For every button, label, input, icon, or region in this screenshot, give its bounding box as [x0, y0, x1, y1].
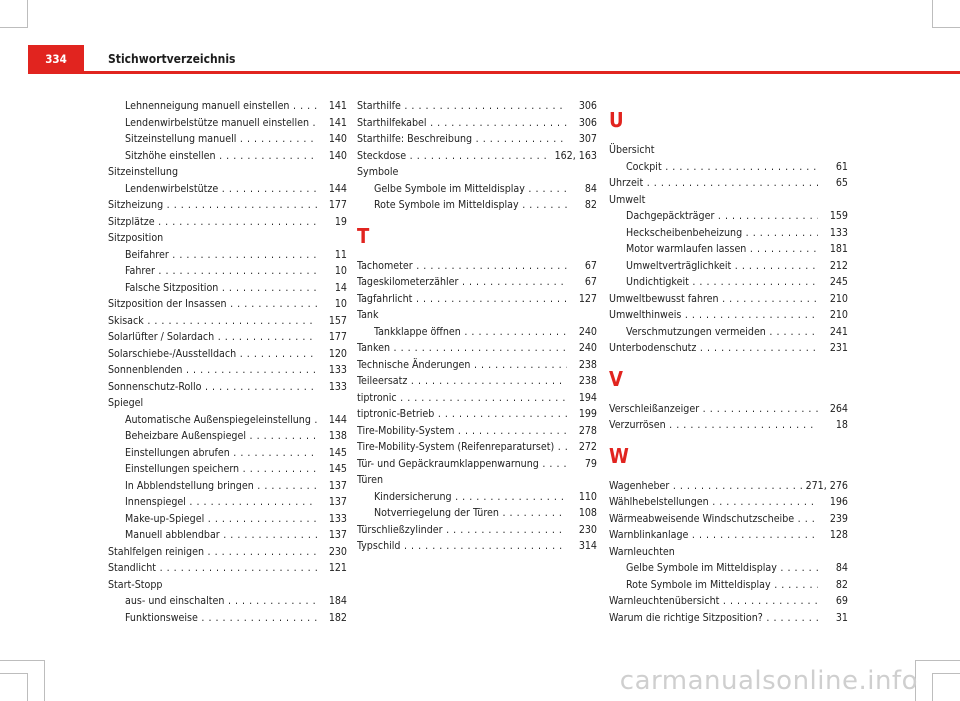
- entry-term: Umwelthinweis . . .: [609, 307, 818, 324]
- index-entry: [108, 214, 347, 231]
- entry-page: 31: [832, 610, 848, 627]
- entry-page: 177: [325, 197, 347, 214]
- entry-page: 240: [575, 340, 597, 357]
- entry-term: Motor warmlaufen lassen . . .: [626, 241, 818, 258]
- index-entry: [609, 142, 848, 159]
- entry-term: Automatische Außenspiegeleinstellung . . .: [125, 412, 317, 429]
- index-subentry: [108, 527, 347, 544]
- entry-term: Standlicht . . .: [108, 560, 317, 577]
- index-entry: [357, 439, 597, 456]
- entry-term: Solarschiebe-/Ausstelldach . . .: [108, 346, 317, 363]
- index-subentry: [609, 241, 848, 258]
- index-subentry: [108, 247, 347, 264]
- index-subentry: [108, 593, 347, 610]
- entry-page: 184: [325, 593, 347, 610]
- entry-term: Verschmutzungen vermeiden . . .: [626, 324, 818, 341]
- entry-page: 230: [575, 522, 597, 539]
- index-column-1: [108, 98, 347, 626]
- entry-page: 230: [325, 544, 347, 561]
- entry-page: 138: [325, 428, 347, 445]
- entry-term: Einstellungen speichern . . .: [125, 461, 317, 478]
- index-entry: [357, 164, 597, 181]
- entry-page: 65: [832, 175, 848, 192]
- entry-page: 145: [325, 461, 347, 478]
- entry-page: 19: [331, 214, 347, 231]
- entry-term: Tageskilometerzähler . . .: [357, 274, 567, 291]
- section-letter: V: [609, 366, 623, 391]
- entry-page: 162, 163: [551, 148, 597, 165]
- entry-term: Start-Stopp: [108, 578, 163, 591]
- entry-term: Sitzhöhe einstellen . . .: [125, 148, 317, 165]
- entry-term: Tür- und Gepäckraumklappenwarnung . . .: [357, 456, 567, 473]
- entry-page: 82: [581, 197, 597, 214]
- section-letter: T: [357, 223, 370, 248]
- entry-term: Gelbe Symbole im Mitteldisplay . . .: [374, 181, 567, 198]
- entry-page: 140: [325, 131, 347, 148]
- index-subentry: [609, 560, 848, 577]
- entry-term: Wählhebelstellungen . . .: [609, 494, 818, 511]
- index-entry: [609, 291, 848, 308]
- entry-term: Tire-Mobility-System (Reifenreparaturset) . . .: [357, 439, 567, 456]
- entry-term: Cockpit . . .: [626, 159, 818, 176]
- index-entry: [108, 544, 347, 561]
- index-entry: [108, 346, 347, 363]
- index-entry: [357, 291, 597, 308]
- entry-page: 264: [826, 401, 848, 418]
- entry-term: Spiegel: [108, 397, 144, 409]
- index-subentry: [609, 159, 848, 176]
- entry-term: tiptronic-Betrieb . . .: [357, 406, 567, 423]
- index-entry: [357, 274, 597, 291]
- entry-page: 108: [575, 505, 597, 522]
- entry-page: 141: [325, 115, 347, 132]
- entry-term: Sitzheizung . . .: [108, 197, 317, 214]
- entry-term: Typschild . . .: [357, 538, 567, 555]
- entry-page: 182: [325, 610, 347, 627]
- entry-term: Innenspiegel . . .: [125, 494, 317, 511]
- index-entry: [108, 362, 347, 379]
- index-entry: [609, 417, 848, 434]
- page-title: Stichwortverzeichnis: [108, 52, 236, 66]
- entry-page: 278: [575, 423, 597, 440]
- entry-term: In Abblendstellung bringen . . .: [125, 478, 317, 495]
- index-column-3: [609, 98, 848, 626]
- index-entry: [357, 131, 597, 148]
- entry-term: aus- und einschalten . . .: [125, 593, 317, 610]
- entry-page: 11: [331, 247, 347, 264]
- index-subentry: [108, 478, 347, 495]
- entry-page: 144: [325, 412, 347, 429]
- index-subentry: [108, 98, 347, 115]
- index-entry: [357, 406, 597, 423]
- index-entry: [609, 192, 848, 209]
- entry-term: Teileersatz . . .: [357, 373, 567, 390]
- entry-term: Undichtigkeit . . .: [626, 274, 818, 291]
- entry-page: 144: [325, 181, 347, 198]
- index-subentry: [108, 131, 347, 148]
- entry-page: 137: [325, 478, 347, 495]
- index-entry: [357, 456, 597, 473]
- index-subentry: [609, 208, 848, 225]
- index-subentry: [108, 115, 347, 132]
- entry-page: 239: [826, 511, 848, 528]
- entry-term: Sitzposition der Insassen . . .: [108, 296, 317, 313]
- index-subentry: [357, 505, 597, 522]
- index-entry: [609, 478, 848, 495]
- entry-page: 84: [832, 560, 848, 577]
- entry-term: Lendenwirbelstütze . . .: [125, 181, 317, 198]
- index-subentry: [108, 412, 347, 429]
- entry-term: Unterbodenschutz . . .: [609, 340, 818, 357]
- entry-term: Starthilfe . . .: [357, 98, 567, 115]
- crop-mark: [932, 673, 960, 674]
- index-subentry: [108, 461, 347, 478]
- entry-page: 271, 276: [802, 478, 848, 495]
- entry-term: Umweltverträglichkeit . . .: [626, 258, 818, 275]
- entry-term: Stahlfelgen reinigen . . .: [108, 544, 317, 561]
- crop-mark: [0, 660, 45, 661]
- entry-page: 177: [325, 329, 347, 346]
- watermark: carmanualsonline.info: [619, 666, 918, 696]
- entry-term: Manuell abblendbar . . .: [125, 527, 317, 544]
- index-entry: [357, 98, 597, 115]
- entry-page: 145: [325, 445, 347, 462]
- index-entry: [357, 340, 597, 357]
- index-subentry: [108, 181, 347, 198]
- index-entry: [108, 379, 347, 396]
- entry-term: Sitzplätze . . .: [108, 214, 317, 231]
- entry-term: Rote Symbole im Mitteldisplay . . .: [626, 577, 818, 594]
- index-entry: [357, 522, 597, 539]
- entry-term: Warum die richtige Sitzposition? . . .: [609, 610, 818, 627]
- entry-term: Falsche Sitzposition . . .: [125, 280, 317, 297]
- entry-page: 306: [575, 115, 597, 132]
- entry-term: Tagfahrlicht . . .: [357, 291, 567, 308]
- entry-term: Funktionsweise . . .: [125, 610, 317, 627]
- entry-page: 306: [575, 98, 597, 115]
- index-subentry: [357, 324, 597, 341]
- entry-term: Tank: [357, 309, 379, 321]
- entry-term: Symbole: [357, 166, 399, 178]
- index-entry: [108, 560, 347, 577]
- entry-page: 159: [826, 208, 848, 225]
- entry-term: Wagenheber . . .: [609, 478, 818, 495]
- index-subentry: [108, 148, 347, 165]
- index-subentry: [108, 610, 347, 627]
- entry-term: Tanken . . .: [357, 340, 567, 357]
- entry-term: Starthilfe: Beschreibung . . .: [357, 131, 567, 148]
- index-entry: [357, 115, 597, 132]
- entry-page: 238: [575, 373, 597, 390]
- entry-term: Starthilfekabel . . .: [357, 115, 567, 132]
- entry-page: 67: [581, 274, 597, 291]
- crop-mark: [0, 27, 28, 28]
- entry-page: 84: [581, 181, 597, 198]
- index-entry: [609, 494, 848, 511]
- entry-term: Türschließzylinder . . .: [357, 522, 567, 539]
- entry-term: Beifahrer . . .: [125, 247, 317, 264]
- index-subentry: [357, 181, 597, 198]
- entry-page: 121: [325, 560, 347, 577]
- entry-page: 314: [575, 538, 597, 555]
- entry-term: Skisack . . .: [108, 313, 317, 330]
- entry-term: Dachgepäckträger . . .: [626, 208, 818, 225]
- index-subentry: [609, 225, 848, 242]
- index-entry: [609, 610, 848, 627]
- crop-mark: [932, 673, 933, 701]
- entry-page: 133: [325, 511, 347, 528]
- index-entry: [357, 148, 597, 165]
- index-entry: [609, 593, 848, 610]
- entry-page: 120: [325, 346, 347, 363]
- index-entry: [357, 538, 597, 555]
- entry-term: Technische Änderungen . . .: [357, 357, 567, 374]
- entry-term: Gelbe Symbole im Mitteldisplay . . .: [626, 560, 818, 577]
- index-subentry: [357, 197, 597, 214]
- entry-term: Wärmeabweisende Windschutzscheibe . . .: [609, 511, 818, 528]
- entry-page: 210: [826, 291, 848, 308]
- entry-term: Sitzeinstellung: [108, 166, 178, 178]
- index-entry: [609, 340, 848, 357]
- index-subentry: [609, 324, 848, 341]
- entry-page: 127: [575, 291, 597, 308]
- entry-page: 141: [325, 98, 347, 115]
- crop-mark: [0, 673, 28, 674]
- index-entry: [357, 357, 597, 374]
- index-column-2: [357, 98, 597, 555]
- section-letter: W: [609, 443, 629, 468]
- entry-page: 133: [826, 225, 848, 242]
- section-letter: U: [609, 108, 624, 132]
- entry-page: 82: [832, 577, 848, 594]
- entry-page: 137: [325, 527, 347, 544]
- index-entry: [108, 395, 347, 412]
- entry-page: 241: [826, 324, 848, 341]
- entry-term: Lendenwirbelstütze manuell einstellen . . .: [125, 115, 317, 132]
- crop-mark: [27, 673, 28, 701]
- index-subentry: [108, 280, 347, 297]
- index-entry: [609, 307, 848, 324]
- index-entry: [609, 511, 848, 528]
- index-subentry: [609, 274, 848, 291]
- entry-term: Einstellungen abrufen . . .: [125, 445, 317, 462]
- entry-page: 133: [325, 379, 347, 396]
- entry-page: 79: [581, 456, 597, 473]
- entry-term: Warnleuchten: [609, 545, 675, 558]
- entry-page: 181: [826, 241, 848, 258]
- entry-term: Kindersicherung . . .: [374, 489, 567, 506]
- entry-page: 157: [325, 313, 347, 330]
- entry-term: Heckscheibenbeheizung . . .: [626, 225, 818, 242]
- entry-page: 238: [575, 357, 597, 374]
- entry-term: Umwelt: [609, 193, 646, 206]
- index-entry: [357, 472, 597, 489]
- entry-page: 307: [575, 131, 597, 148]
- entry-page: 140: [325, 148, 347, 165]
- entry-term: Sitzposition: [108, 232, 164, 244]
- entry-term: Beheizbare Außenspiegel . . .: [125, 428, 317, 445]
- index-entry: [108, 577, 347, 594]
- index-entry: [357, 423, 597, 440]
- entry-page: 245: [826, 274, 848, 291]
- entry-term: Solarlüfter / Solardach . . .: [108, 329, 317, 346]
- index-entry: [108, 296, 347, 313]
- index-entry: [108, 313, 347, 330]
- entry-term: Tankklappe öffnen . . .: [374, 324, 567, 341]
- index-subentry: [108, 511, 347, 528]
- index-entry: [108, 164, 347, 181]
- entry-page: 69: [832, 593, 848, 610]
- entry-page: 10: [331, 263, 347, 280]
- crop-mark: [932, 27, 960, 28]
- index-subentry: [108, 445, 347, 462]
- index-entry: [357, 258, 597, 275]
- entry-page: 128: [826, 527, 848, 544]
- entry-page: 231: [826, 340, 848, 357]
- entry-term: Tire-Mobility-System . . .: [357, 423, 567, 440]
- crop-mark: [915, 660, 960, 661]
- index-entry: [609, 544, 848, 561]
- index-entry: [357, 307, 597, 324]
- index-entry: [108, 197, 347, 214]
- index-entry: [108, 230, 347, 247]
- entry-term: Rote Symbole im Mitteldisplay . . .: [374, 197, 567, 214]
- entry-term: Uhrzeit . . .: [609, 175, 818, 192]
- page-number-block: [28, 45, 84, 74]
- crop-mark: [44, 660, 45, 701]
- entry-term: Verschleißanzeiger . . .: [609, 401, 818, 418]
- index-subentry: [357, 489, 597, 506]
- crop-mark: [27, 0, 28, 28]
- entry-page: 14: [331, 280, 347, 297]
- entry-page: 133: [325, 362, 347, 379]
- entry-term: Warnleuchtenübersicht . . .: [609, 593, 818, 610]
- index-entry: [609, 527, 848, 544]
- entry-term: Notverriegelung der Türen . . .: [374, 505, 567, 522]
- entry-page: 196: [826, 494, 848, 511]
- index-subentry: [108, 494, 347, 511]
- index-entry: [357, 390, 597, 407]
- index-subentry: [108, 263, 347, 280]
- index-entry: [357, 373, 597, 390]
- index-entry: [609, 401, 848, 418]
- entry-page: 212: [826, 258, 848, 275]
- entry-page: 137: [325, 494, 347, 511]
- index-subentry: [609, 258, 848, 275]
- entry-page: 10: [331, 296, 347, 313]
- entry-term: Tachometer . . .: [357, 258, 567, 275]
- entry-page: 18: [832, 417, 848, 434]
- entry-term: Warnblinkanlage . . .: [609, 527, 818, 544]
- entry-page: 67: [581, 258, 597, 275]
- entry-term: Lehnenneigung manuell einstellen . . .: [125, 98, 317, 115]
- entry-page: 199: [575, 406, 597, 423]
- index-entry: [108, 329, 347, 346]
- entry-term: tiptronic . . .: [357, 390, 567, 407]
- entry-term: Sonnenschutz-Rollo . . .: [108, 379, 317, 396]
- entry-term: Make-up-Spiegel . . .: [125, 511, 317, 528]
- index-subentry: [609, 577, 848, 594]
- entry-page: 240: [575, 324, 597, 341]
- entry-term: Verzurrösen . . .: [609, 417, 818, 434]
- index-subentry: [108, 428, 347, 445]
- entry-term: Sonnenblenden . . .: [108, 362, 317, 379]
- entry-term: Steckdose . . .: [357, 148, 567, 165]
- entry-term: Türen: [357, 474, 383, 486]
- entry-page: 272: [575, 439, 597, 456]
- entry-term: Sitzeinstellung manuell . . .: [125, 131, 317, 148]
- entry-page: 194: [575, 390, 597, 407]
- page-number: 334: [45, 52, 67, 66]
- entry-term: Übersicht: [609, 144, 655, 156]
- crop-mark: [932, 0, 933, 28]
- header-rule: [84, 71, 960, 74]
- entry-term: Fahrer . . .: [125, 263, 317, 280]
- index-entry: [609, 175, 848, 192]
- entry-page: 110: [575, 489, 597, 506]
- entry-page: 61: [832, 159, 848, 176]
- entry-page: 210: [826, 307, 848, 324]
- entry-term: Umweltbewusst fahren . . .: [609, 291, 818, 308]
